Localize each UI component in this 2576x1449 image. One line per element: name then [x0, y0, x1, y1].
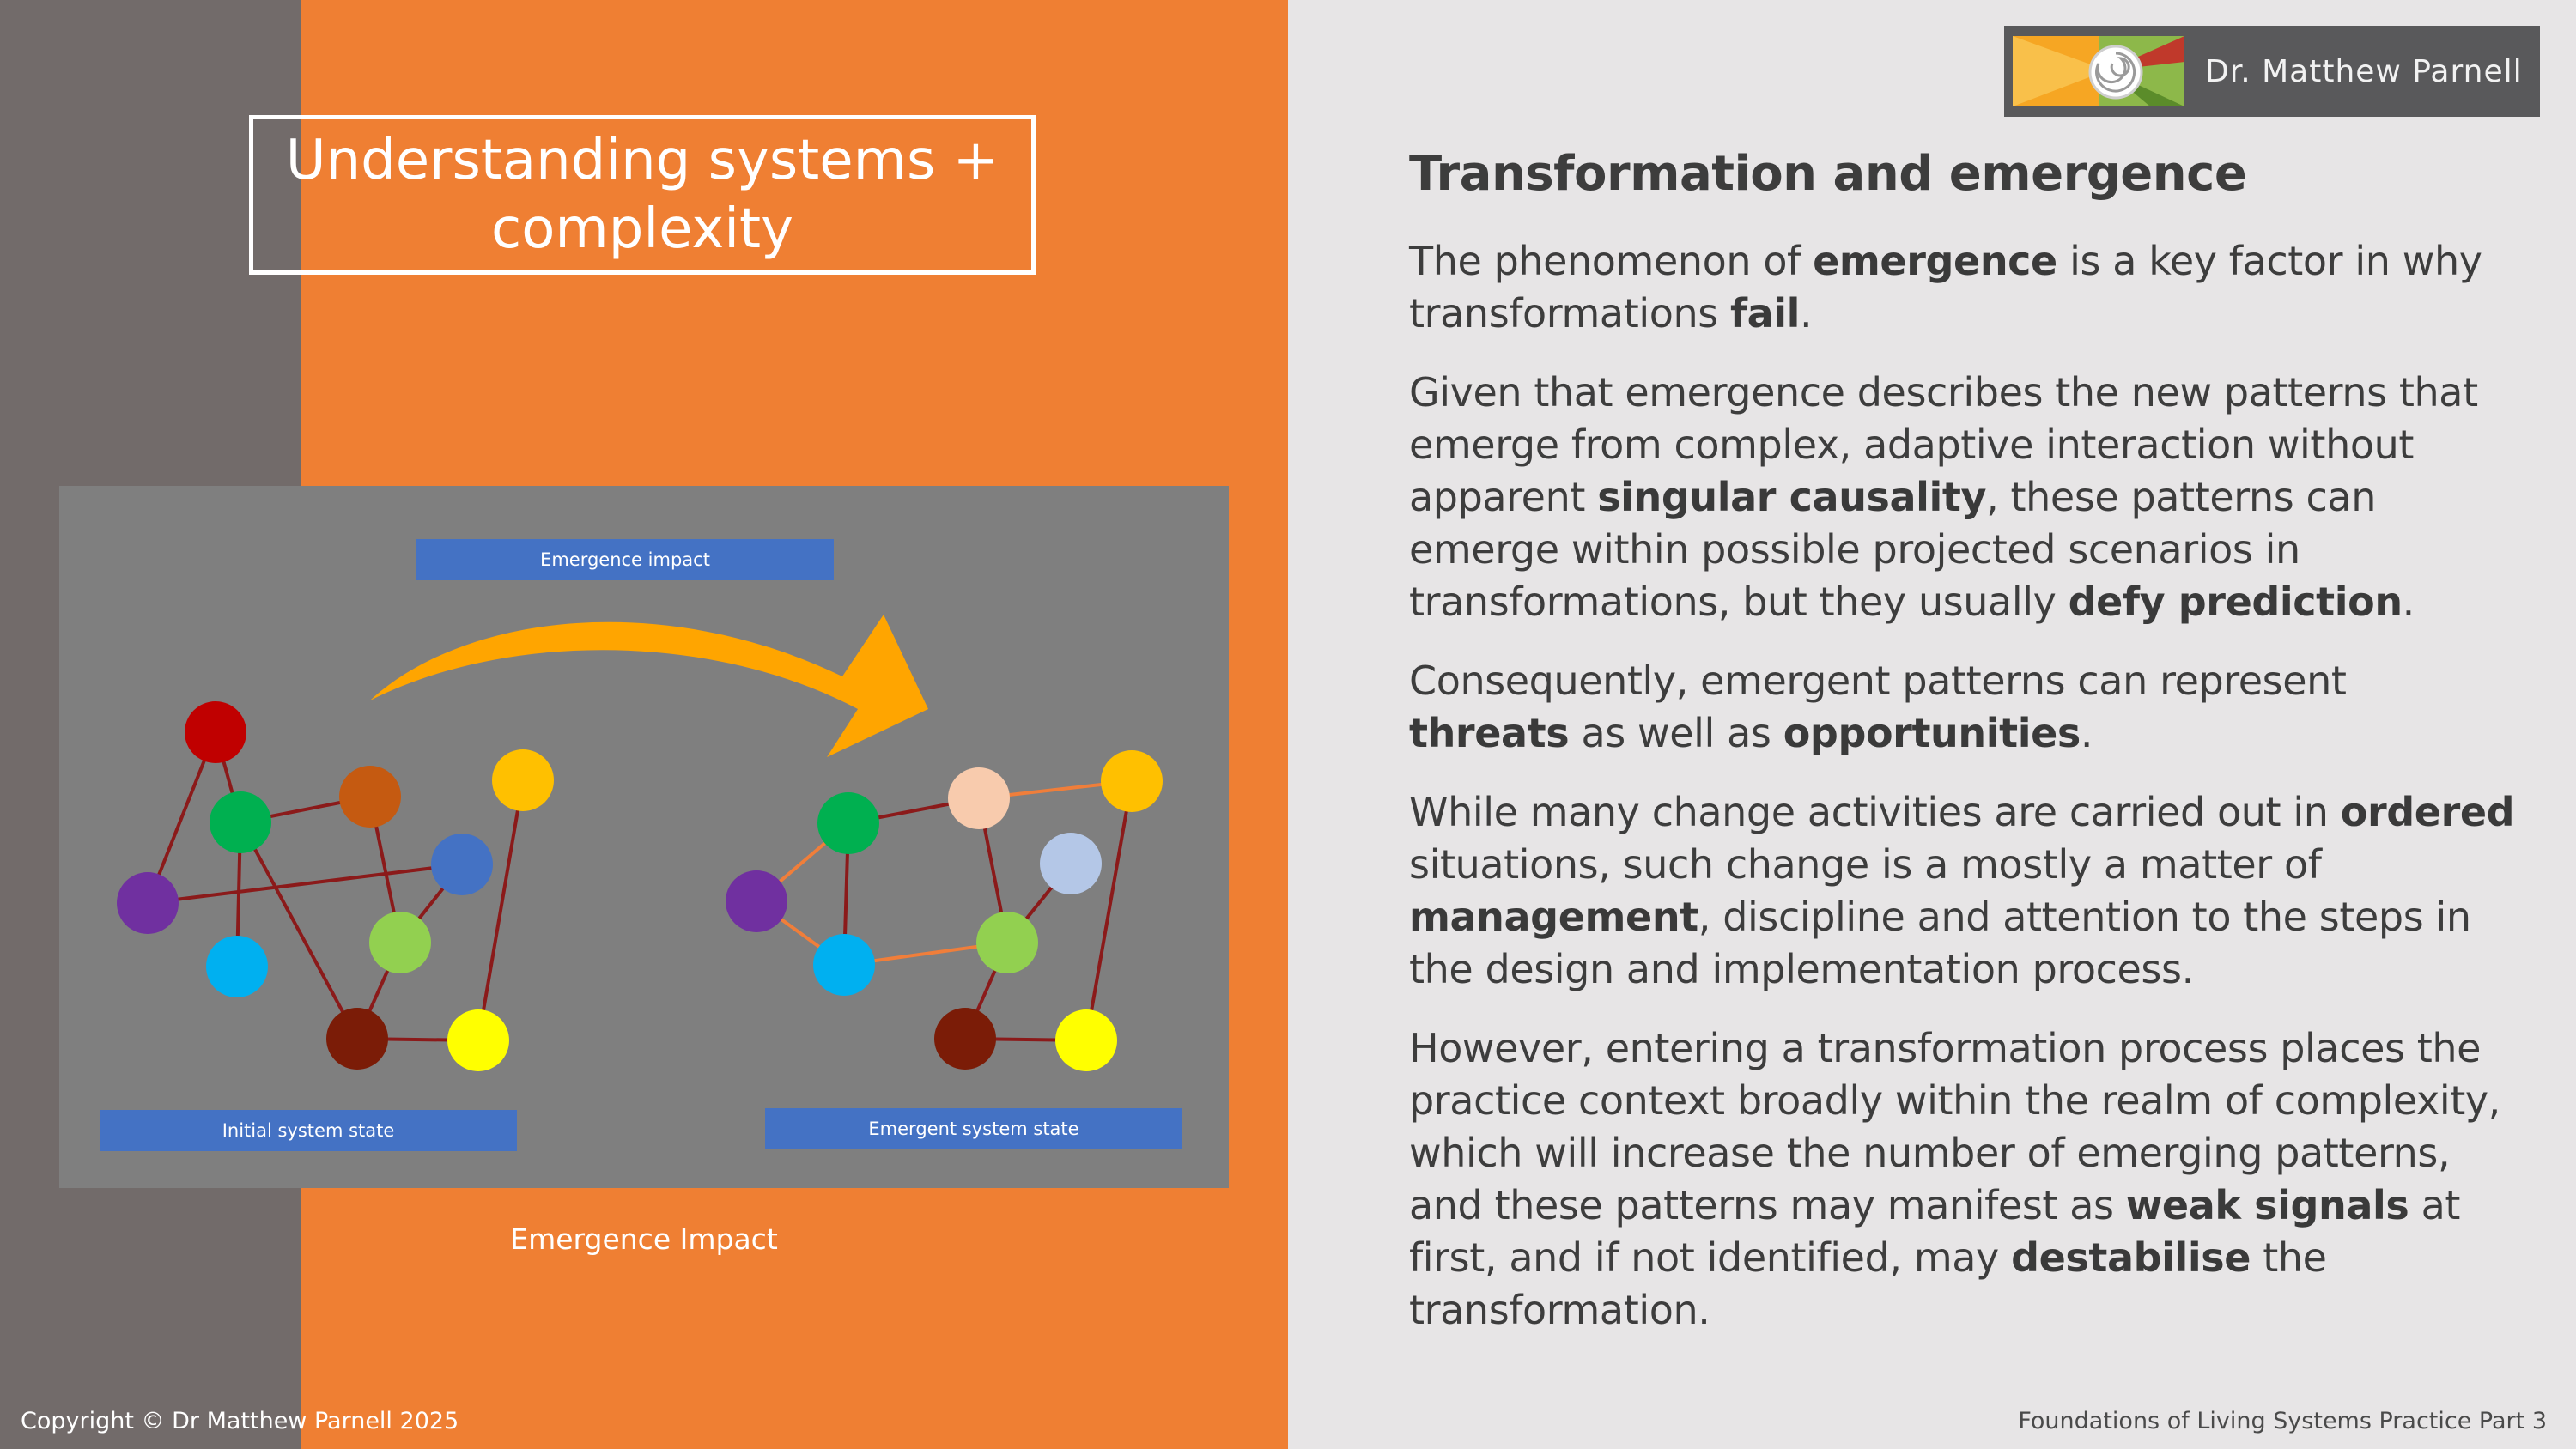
- slide-title-box: [249, 115, 1036, 275]
- initial-system-state-label: Initial system state: [100, 1110, 517, 1151]
- paragraph-4: While many change activities are carried out in ordered situations, such change is a mostly a matter of management, discipline and attention to the steps in the design and implementation process.: [1409, 789, 2515, 992]
- node-purple: [726, 870, 787, 932]
- node-dark-red: [934, 1008, 996, 1070]
- node-yellow: [1055, 1009, 1117, 1071]
- emergence-impact-label: Emergence impact: [416, 539, 834, 580]
- node-yellow: [447, 1009, 509, 1071]
- logo-author-name: Dr. Matthew Parnell: [2205, 53, 2523, 89]
- node-pale-blue: [1040, 833, 1102, 894]
- emergence-network-graphic: [59, 486, 1229, 1188]
- copyright-notice: Copyright © Dr Matthew Parnell 2025: [21, 1408, 459, 1434]
- node-green: [817, 792, 879, 854]
- paragraph-5: However, entering a transformation process places the practice context broadly within the realm of complexity, which will increase the number of emerging patterns, and these patterns may manifest as weak signals at first, and if not identified, may destabilise the transformation.: [1409, 1025, 2500, 1333]
- spiral-logo-icon: [2013, 36, 2184, 106]
- course-footer: Foundations of Living Systems Practice Part 3: [2018, 1408, 2547, 1434]
- section-heading: Transformation and emergence: [1409, 146, 2247, 202]
- diagram-caption: Emergence Impact: [510, 1222, 778, 1256]
- node-purple: [117, 872, 179, 934]
- emergent-links: [756, 781, 1132, 1040]
- node-yellow-orange: [492, 749, 554, 811]
- node-red: [185, 701, 246, 763]
- emergence-diagram: [59, 486, 1229, 1188]
- paragraph-2: Given that emergence describes the new patterns that emerge from complex, adaptive interaction without apparent singular causality, these patterns can emerge within possible projected scenarios in transformations, but they usually defy prediction.: [1409, 369, 2478, 625]
- node-orange-brown: [339, 766, 401, 828]
- node-light-green: [976, 912, 1038, 973]
- paragraph-1: The phenomenon of emergence is a key factor in why transformations fail.: [1409, 238, 2482, 336]
- paragraph-3: Consequently, emergent patterns can represent threats as well as opportunities.: [1409, 658, 2347, 756]
- node-blue: [431, 834, 493, 895]
- node-peach: [948, 767, 1010, 829]
- node-light-green: [369, 912, 431, 973]
- node-sky-blue: [813, 934, 875, 996]
- author-logo: [2004, 26, 2540, 117]
- slide-title-line-1: Understanding systems +: [285, 129, 999, 192]
- node-yellow-orange: [1101, 750, 1163, 812]
- emergence-arrow-icon: [370, 615, 928, 757]
- node-green: [210, 791, 271, 853]
- node-dark-red: [326, 1008, 388, 1070]
- emergent-nodes: [726, 750, 1163, 1071]
- emergent-system-state-label: Emergent system state: [765, 1108, 1182, 1149]
- body-text: [1409, 235, 2517, 1363]
- node-sky-blue: [206, 936, 268, 997]
- slide-title-line-2: complexity: [491, 197, 793, 261]
- initial-nodes: [117, 701, 554, 1071]
